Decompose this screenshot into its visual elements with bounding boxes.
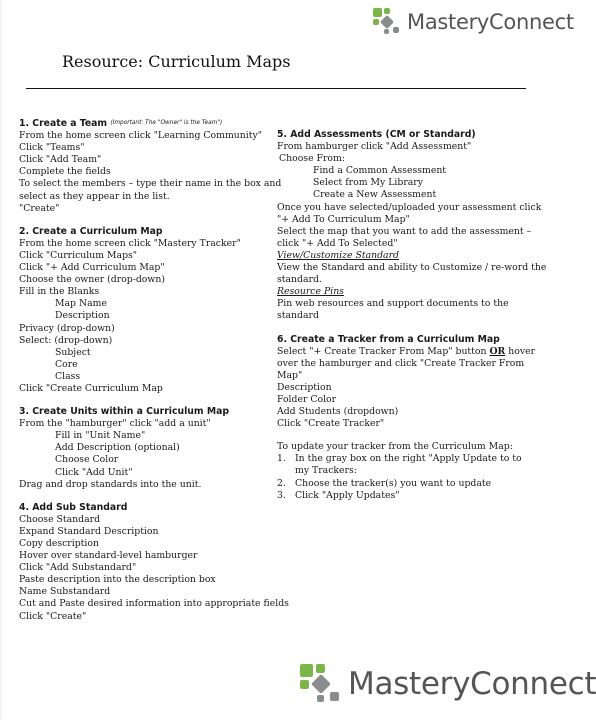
page-title: Resource: Curriculum Maps — [62, 52, 291, 71]
update-step — [277, 490, 529, 502]
update-step-number: 3. — [277, 489, 286, 501]
logo-word-1: Mastery — [348, 666, 471, 702]
s5-line: click "+ Add To Selected" — [277, 237, 398, 249]
s5-line: Pin web resources and support documents to the — [277, 298, 509, 310]
s3-line: Drag and drop standards into the unit. — [19, 478, 202, 490]
s3-line: From the "hamburger" click "add a unit" — [19, 418, 211, 430]
s6-line: Description — [277, 381, 332, 393]
s1-line: Click "Teams" — [19, 142, 85, 154]
s6-text: Select "+ Create Tracker From Map" button — [277, 345, 490, 357]
s2-line: Click "Curriculum Maps" — [19, 249, 138, 261]
update-step-number: 1. — [277, 453, 286, 465]
s6-line: over the hamburger and click "Create Tracker From — [277, 357, 525, 369]
s2-line: Click "Create Curriculum Map — [19, 382, 163, 394]
s2-select-item: Core — [55, 358, 78, 370]
s6-line: Folder Color — [277, 393, 337, 405]
s4-line: Name Substandard — [19, 586, 111, 598]
s3-sub-item: Click "Add Unit" — [55, 466, 133, 478]
s5-line: standard. — [277, 274, 322, 286]
s2-select-item: Class — [55, 370, 81, 382]
section-1-number: 1. — [19, 118, 30, 129]
s6-or-emphasis: OR — [489, 345, 506, 357]
s2-line: Fill in the Blanks — [19, 286, 100, 298]
s5-option: Select from My Library — [313, 177, 424, 189]
update-intro: To update your tracker from the Curriculum Map: — [277, 441, 513, 453]
section-1-title: Create a Team — [32, 118, 108, 129]
s4-line: Expand Standard Description — [19, 525, 159, 537]
s6-line — [277, 345, 536, 358]
s1-line: Click "Add Team" — [19, 154, 102, 166]
resource-pins-link[interactable]: Resource Pins — [277, 286, 344, 298]
s2-blank-item: Map Name — [55, 298, 107, 310]
s4-line: Hover over standard-level hamburger — [19, 550, 198, 562]
s6-text: hover — [505, 345, 536, 357]
right-column — [277, 129, 547, 502]
update-step-text: In the gray box on the right "Apply Update to to — [295, 453, 522, 465]
s2-blank-item: Description — [55, 310, 110, 322]
mastery-connect-logo-bottom — [300, 664, 596, 704]
s4-line: Click "Create" — [19, 610, 87, 622]
section-5-heading: 5. Add Assessments (CM or Standard) — [277, 129, 476, 140]
s1-line: Complete the fields — [19, 166, 111, 178]
s2-line: From the home screen click "Mastery Tracker" — [19, 237, 241, 249]
update-step-number: 2. — [277, 477, 286, 489]
s4-line: Click "Add Substandard" — [19, 562, 137, 574]
section-3-heading: 3. Create Units within a Curriculum Map — [19, 406, 230, 418]
s1-line: To select the members – type their name in the box and — [19, 178, 282, 190]
s5-line: Select the map that you want to add the assessment – — [277, 225, 532, 237]
update-step-text: Choose the tracker(s) you want to update — [295, 477, 492, 489]
logo-wordmark — [348, 666, 596, 702]
s5-line: View the Standard and ability to Customize / re-word the — [277, 262, 547, 274]
logo-word-1: Mastery — [407, 10, 490, 34]
s1-line: select as they appear in the list. — [19, 190, 170, 202]
logo-word-2: Connect — [470, 666, 596, 702]
left-column — [19, 117, 289, 623]
section-4-heading: 4. Add Sub Standard — [19, 501, 128, 513]
s5-line: Choose From: — [279, 153, 345, 165]
s4-line: Paste description into the description box — [19, 574, 216, 586]
logo-mark-icon — [300, 664, 344, 704]
s4-line: Cut and Paste desired information into appropriate fields — [19, 598, 289, 610]
s3-sub-item: Choose Color — [55, 454, 119, 466]
page-edge — [0, 0, 2, 720]
s2-line: Choose the owner (drop-down) — [19, 274, 165, 286]
s3-sub-item: Add Description (optional) — [55, 442, 180, 454]
view-customize-standard-link[interactable]: View/Customize Standard — [277, 249, 399, 261]
s5-line: "+ Add To Curriculum Map" — [277, 213, 410, 225]
section-2-heading: 2. Create a Curriculum Map — [19, 225, 163, 237]
update-step-text: my Trackers: — [295, 465, 357, 477]
s2-line: Select: (drop-down) — [19, 334, 113, 346]
s1-line: From the home screen click "Learning Community" — [19, 130, 262, 142]
update-step — [277, 453, 529, 477]
s5-line: From hamburger click "Add Assessment" — [277, 141, 472, 153]
s5-option: Find a Common Assessment — [313, 165, 447, 177]
update-step — [277, 478, 529, 490]
s5-option: Create a New Assessment — [313, 189, 437, 201]
section-6-heading: 6. Create a Tracker from a Curriculum Map — [277, 333, 500, 345]
s6-line: Map" — [277, 369, 303, 381]
section-1-heading — [19, 117, 269, 130]
s5-line: standard — [277, 310, 319, 322]
s4-line: Copy description — [19, 538, 99, 549]
s5-line: Once you have selected/uploaded your assessment click — [277, 201, 542, 213]
s6-line: Add Students (dropdown) — [277, 406, 399, 418]
update-step-text: Click "Apply Updates" — [295, 489, 400, 501]
mastery-connect-logo-top — [373, 8, 574, 36]
s2-select-item: Subject — [55, 346, 91, 358]
s3-sub-item: Fill in "Unit Name" — [55, 430, 146, 442]
s1-line: "Create" — [19, 202, 60, 214]
s2-line: Click "+ Add Curriculum Map" — [19, 262, 165, 274]
s2-line: Privacy (drop-down) — [19, 322, 115, 334]
logo-wordmark — [407, 10, 574, 34]
section-1-note: (Important: The "Owner" is the Team") — [110, 120, 223, 126]
logo-mark-icon — [373, 8, 403, 36]
s4-line: Choose Standard — [19, 513, 101, 525]
logo-word-2: Connect — [489, 10, 574, 34]
s6-line: Click "Create Tracker" — [277, 418, 385, 430]
